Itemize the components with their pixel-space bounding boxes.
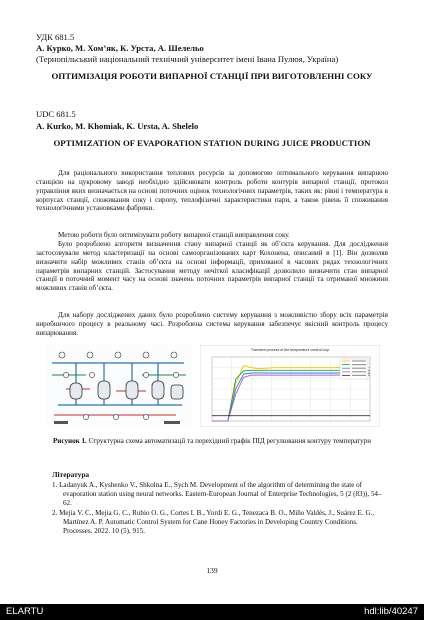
title-en: OPTIMIZATION OF EVAPORATION STATION DURING JUICE PRODUCTION [53,138,371,148]
chart-legend-entry-5 [352,375,366,376]
reference-1: 1. Ladanyuk A., Kyshenko V., Shkolna E., Sych M. Development of the algorithm of determining the state of evaporation station using neural networks. Eastern-European Journal of Enterprise Technologies, 5 (2 (83)), 54–62. [52,481,382,507]
reference-2: 2. Mejia V. C., Mejia G. C., Rubio O. G., Cortes I. B., Yordi E. G., Tenezaca B. O., Miño Valdés, J., Suárez E. G., Martínez A. P. Automatic Control System for Cane Honey Factories in Developing Country Conditions. Processes. 2022. 10 (5), 915. [52,509,375,535]
paragraph-3: Було розроблено алгоритм визначення стану випарної станції як об’єкта керування. Для дослідження застосовували метод кластеризації на основі самоорганізованих карт Кохонена, описаний в [1]. Він дозволяв визначити набір можливих станів об’єкта на основі інформації, прихованої в часових рядах технологічних параметрів випарних станцій. Застосування методу нечіткої класифікації дозволило визначити стан випарної станції в поточний момент часу на основі значень поточних параметрів випарної станції та отриманої множини можливих станів об’єкта. [36,240,388,293]
figure-caption [40,437,384,446]
title-ua: ОПТИМІЗАЦІЯ РОБОТИ ВИПАРНОЇ СТАНЦІЇ ПРИ ВИГОТОВЛЕННІ СОКУ [51,71,373,81]
literature-heading: Література [52,470,90,479]
authors-ua: А. Курко, М. Хом’як, К. Урста, А. Шелельо [36,43,204,53]
authors-en: A. Kurko, M. Khomiak, K. Ursta, A. Shelelo [36,121,199,131]
caption-text: Структурна схема автоматизації та перехідний графік ПІД регулювання контуру температури [88,437,372,445]
chart-title: Transient process of the temperature control loop [250,348,330,352]
footer-handle: hdl:lib/40247 [364,606,418,617]
udc-en: UDC 681.5 [36,109,76,119]
transient-chart [200,345,380,427]
chart-legend-entry-4 [352,371,366,372]
paragraph-1: Для раціонального використання теплових ресурсів за допомогою оптимального керування випарною станцією на цукровому заводі необхідно здійснювати контроль роботи контурів випарної станції, протокол управління яких визначається на основі поточних оцінок технологічних параметрів, таких як: рівні і температура в корпусах станції, споживання соку і сиропу, теплофізичні характеристики пари, а також рівень її споживання технологічними установками фабрики. [36,169,388,213]
chart-legend-entry-2 [352,364,366,365]
chart-legend-entry-3 [352,368,366,369]
paragraph-2: Метою роботи було оптимізувати роботу випарної станції виправлення соку. [58,231,290,239]
affiliation-ua: (Тернопільський національний технічний університет імені Івана Пулюя, Україна) [36,54,339,64]
udc-ua: УДК 681.5 [36,32,75,42]
automation-scheme-diagram [46,345,191,427]
chart-legend-entry-1 [352,360,366,361]
footer-repository: ELARTU [6,606,44,617]
footer-bar [0,604,424,620]
paragraph-4: Для набору досліджених даних було розроблено систему керування з можливістю збору всіх параметрів виробничого процесу в реальному часі. Розроблена система керування забезпечує якісний контроль процесу випарювання. [36,311,388,337]
caption-label: Рисунок 1. [52,437,87,445]
page-number: 139 [206,566,218,575]
